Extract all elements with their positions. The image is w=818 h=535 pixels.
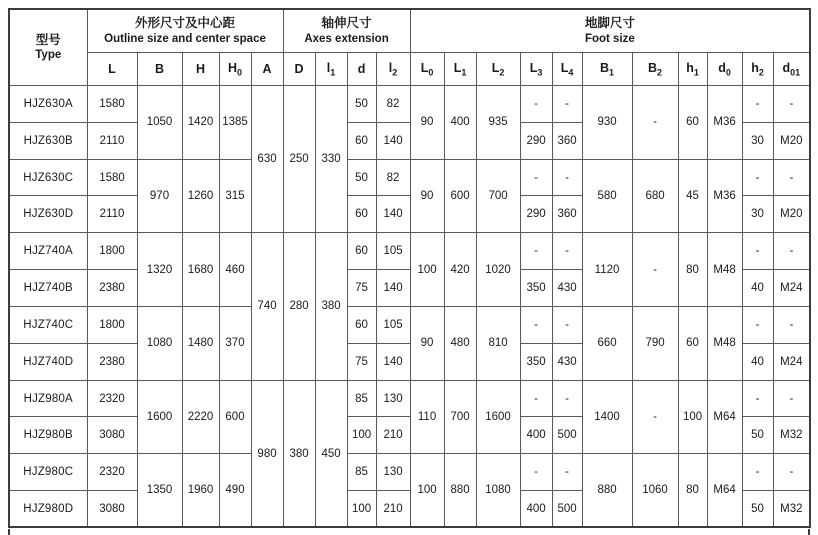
cell-d01: -	[773, 159, 810, 196]
cell-L4: 360	[552, 122, 582, 159]
cell-B1: 1400	[582, 380, 632, 454]
cell-H0: 460	[219, 233, 251, 307]
table-header	[9, 9, 810, 86]
cell-h2: -	[742, 86, 773, 123]
cell-d0: M64	[707, 454, 742, 528]
cell-H0: 1385	[219, 86, 251, 160]
table-continuation-left-border	[8, 529, 10, 535]
cell-h2: -	[742, 233, 773, 270]
cell-h2: 30	[742, 196, 773, 233]
cell-L4: -	[552, 159, 582, 196]
cell-L4: 360	[552, 196, 582, 233]
cell-h2: -	[742, 380, 773, 417]
cell-d: 50	[347, 159, 376, 196]
cell-d01: -	[773, 454, 810, 491]
cell-d: 60	[347, 122, 376, 159]
cell-h2: 40	[742, 270, 773, 307]
cell-h1: 45	[678, 159, 707, 233]
cell-B2: 790	[632, 306, 678, 380]
cell-type: HJZ740C	[9, 306, 87, 343]
cell-d01: M20	[773, 196, 810, 233]
column-header-L: L	[87, 53, 137, 86]
cell-L: 1800	[87, 306, 137, 343]
cell-L3: 350	[520, 270, 552, 307]
cell-l2: 130	[376, 380, 410, 417]
cell-type: HJZ630B	[9, 122, 87, 159]
group-header-axes-extension	[283, 9, 410, 53]
cell-d: 60	[347, 306, 376, 343]
cell-L4: 430	[552, 270, 582, 307]
column-header-L1: $L_1$	[444, 53, 476, 86]
cell-H: 2220	[182, 380, 219, 454]
cell-type: HJZ630A	[9, 86, 87, 123]
cell-type: HJZ740B	[9, 270, 87, 307]
cell-L0: 90	[410, 86, 444, 160]
cell-H0: 490	[219, 454, 251, 528]
cell-B2: -	[632, 380, 678, 454]
cell-d01: M32	[773, 417, 810, 454]
cell-type: HJZ980D	[9, 491, 87, 528]
cell-H0: 600	[219, 380, 251, 454]
group-header-foot-size-zh: 地脚尺寸	[584, 16, 635, 31]
cell-L: 2380	[87, 270, 137, 307]
cell-d: 100	[347, 491, 376, 528]
column-header-d: d	[347, 53, 376, 86]
cell-l1: 450	[315, 380, 347, 527]
cell-L1: 480	[444, 306, 476, 380]
type-column-header	[9, 9, 87, 86]
cell-B: 1600	[137, 380, 182, 454]
cell-H: 1420	[182, 86, 219, 160]
cell-L1: 700	[444, 380, 476, 454]
cell-L3: 290	[520, 122, 552, 159]
column-header-row	[9, 53, 810, 86]
cell-d01: M24	[773, 343, 810, 380]
cell-h1: 60	[678, 86, 707, 160]
cell-d0: M48	[707, 306, 742, 380]
cell-L3: -	[520, 86, 552, 123]
column-header-d0: $d_0$	[707, 53, 742, 86]
group-header-row	[9, 9, 810, 53]
cell-d01: -	[773, 380, 810, 417]
cell-L2: 700	[476, 159, 520, 233]
cell-l2: 105	[376, 233, 410, 270]
group-header-axes-extension-en: Axes extension	[304, 32, 389, 45]
cell-type: HJZ630C	[9, 159, 87, 196]
cell-L4: 500	[552, 491, 582, 528]
cell-L0: 90	[410, 159, 444, 233]
cell-L: 3080	[87, 417, 137, 454]
cell-type: HJZ740A	[9, 233, 87, 270]
cell-B2: -	[632, 86, 678, 160]
column-header-L4: $L_4$	[552, 53, 582, 86]
type-header-zh: 型号	[35, 32, 61, 47]
cell-L0: 100	[410, 233, 444, 307]
cell-d0: M64	[707, 380, 742, 454]
cell-L0: 100	[410, 454, 444, 528]
cell-L: 2320	[87, 380, 137, 417]
cell-h1: 80	[678, 233, 707, 307]
cell-B1: 1120	[582, 233, 632, 307]
column-header-B2: $B_2$	[632, 53, 678, 86]
column-header-l2: $l_2$	[376, 53, 410, 86]
cell-d01: -	[773, 306, 810, 343]
group-header-axes-extension-zh: 轴伸尺寸	[321, 16, 372, 31]
column-header-H0: $H_0$	[219, 53, 251, 86]
column-header-B: B	[137, 53, 182, 86]
cell-B1: 660	[582, 306, 632, 380]
cell-L3: -	[520, 159, 552, 196]
cell-A: 630	[251, 86, 283, 233]
cell-l2: 140	[376, 122, 410, 159]
cell-H0: 315	[219, 159, 251, 233]
cell-type: HJZ740D	[9, 343, 87, 380]
cell-A: 740	[251, 233, 283, 380]
cell-L3: 400	[520, 491, 552, 528]
cell-H0: 370	[219, 306, 251, 380]
cell-D: 250	[283, 86, 315, 233]
cell-type: HJZ980A	[9, 380, 87, 417]
cell-L: 2110	[87, 122, 137, 159]
cell-l2: 210	[376, 417, 410, 454]
cell-D: 280	[283, 233, 315, 380]
cell-h2: 50	[742, 417, 773, 454]
cell-L2: 810	[476, 306, 520, 380]
cell-d01: -	[773, 233, 810, 270]
cell-d: 75	[347, 270, 376, 307]
column-header-L0: $L_0$	[410, 53, 444, 86]
cell-B2: 680	[632, 159, 678, 233]
cell-l2: 140	[376, 343, 410, 380]
cell-l2: 105	[376, 306, 410, 343]
cell-l2: 130	[376, 454, 410, 491]
cell-d: 85	[347, 454, 376, 491]
cell-L2: 1600	[476, 380, 520, 454]
column-header-d01: $d_{01}$	[773, 53, 810, 86]
group-header-outline-size-zh: 外形尺寸及中心距	[135, 16, 236, 31]
cell-B: 1350	[137, 454, 182, 528]
cell-L0: 90	[410, 306, 444, 380]
cell-B1: 930	[582, 86, 632, 160]
cell-H: 1960	[182, 454, 219, 528]
cell-d: 75	[347, 343, 376, 380]
cell-d01: M32	[773, 491, 810, 528]
cell-h2: -	[742, 454, 773, 491]
cell-L: 3080	[87, 491, 137, 528]
column-header-L2: $L_2$	[476, 53, 520, 86]
cell-L3: 400	[520, 417, 552, 454]
table-row	[9, 380, 810, 417]
column-header-B1: $B_1$	[582, 53, 632, 86]
cell-B1: 880	[582, 454, 632, 528]
cell-L4: 430	[552, 343, 582, 380]
cell-L4: 500	[552, 417, 582, 454]
cell-L: 1580	[87, 159, 137, 196]
column-header-h2: $h_2$	[742, 53, 773, 86]
cell-B: 1080	[137, 306, 182, 380]
cell-h2: -	[742, 306, 773, 343]
cell-h1: 80	[678, 454, 707, 528]
cell-d: 100	[347, 417, 376, 454]
cell-h1: 60	[678, 306, 707, 380]
cell-L1: 880	[444, 454, 476, 528]
cell-l1: 380	[315, 233, 347, 380]
cell-H: 1680	[182, 233, 219, 307]
column-header-h1: $h_1$	[678, 53, 707, 86]
cell-type: HJZ630D	[9, 196, 87, 233]
cell-h2: 50	[742, 491, 773, 528]
cell-h2: 30	[742, 122, 773, 159]
cell-L1: 420	[444, 233, 476, 307]
column-header-D: D	[283, 53, 315, 86]
cell-d01: -	[773, 86, 810, 123]
cell-L3: -	[520, 306, 552, 343]
cell-l2: 140	[376, 196, 410, 233]
cell-l2: 82	[376, 86, 410, 123]
cell-d: 50	[347, 86, 376, 123]
cell-L0: 110	[410, 380, 444, 454]
column-header-H: H	[182, 53, 219, 86]
cell-L: 2110	[87, 196, 137, 233]
table-row	[9, 159, 810, 196]
cell-B: 970	[137, 159, 182, 233]
cell-d0: M36	[707, 86, 742, 160]
cell-L3: -	[520, 233, 552, 270]
group-header-foot-size	[410, 9, 810, 53]
cell-B: 1320	[137, 233, 182, 307]
cell-D: 380	[283, 380, 315, 527]
cell-d: 85	[347, 380, 376, 417]
cell-d0: M48	[707, 233, 742, 307]
cell-B2: 1060	[632, 454, 678, 528]
cell-B2: -	[632, 233, 678, 307]
cell-L2: 1020	[476, 233, 520, 307]
table-body	[9, 86, 810, 528]
type-header-en: Type	[35, 49, 62, 62]
cell-type: HJZ980C	[9, 454, 87, 491]
column-header-A: A	[251, 53, 283, 86]
cell-L2: 1080	[476, 454, 520, 528]
table-row	[9, 86, 810, 123]
group-header-outline-size-en: Outline size and center space	[104, 32, 266, 45]
column-header-l1: $l_1$	[315, 53, 347, 86]
cell-B: 1050	[137, 86, 182, 160]
cell-L: 1580	[87, 86, 137, 123]
cell-H: 1480	[182, 306, 219, 380]
cell-L: 2320	[87, 454, 137, 491]
cell-L4: -	[552, 306, 582, 343]
cell-L3: -	[520, 454, 552, 491]
group-header-outline-size	[87, 9, 283, 53]
cell-H: 1260	[182, 159, 219, 233]
column-header-L3: $L_3$	[520, 53, 552, 86]
cell-L1: 400	[444, 86, 476, 160]
cell-l2: 210	[376, 491, 410, 528]
cell-L4: -	[552, 380, 582, 417]
dimension-spec-table	[8, 8, 811, 528]
cell-l1: 330	[315, 86, 347, 233]
cell-L4: -	[552, 454, 582, 491]
cell-B1: 580	[582, 159, 632, 233]
cell-L3: -	[520, 380, 552, 417]
cell-type: HJZ980B	[9, 417, 87, 454]
cell-d01: M24	[773, 270, 810, 307]
cell-L4: -	[552, 233, 582, 270]
table-row	[9, 454, 810, 491]
cell-L3: 290	[520, 196, 552, 233]
table-continuation-right-border	[808, 529, 810, 535]
group-header-foot-size-en: Foot size	[584, 32, 635, 45]
cell-h1: 100	[678, 380, 707, 454]
cell-d: 60	[347, 233, 376, 270]
cell-l2: 82	[376, 159, 410, 196]
cell-A: 980	[251, 380, 283, 527]
cell-d: 60	[347, 196, 376, 233]
cell-h2: 40	[742, 343, 773, 380]
cell-d0: M36	[707, 159, 742, 233]
cell-l2: 140	[376, 270, 410, 307]
table-row	[9, 233, 810, 270]
cell-L2: 935	[476, 86, 520, 160]
cell-d01: M20	[773, 122, 810, 159]
cell-L4: -	[552, 86, 582, 123]
cell-L: 2380	[87, 343, 137, 380]
cell-L1: 600	[444, 159, 476, 233]
table-row	[9, 306, 810, 343]
cell-L3: 350	[520, 343, 552, 380]
cell-h2: -	[742, 159, 773, 196]
cell-L: 1800	[87, 233, 137, 270]
